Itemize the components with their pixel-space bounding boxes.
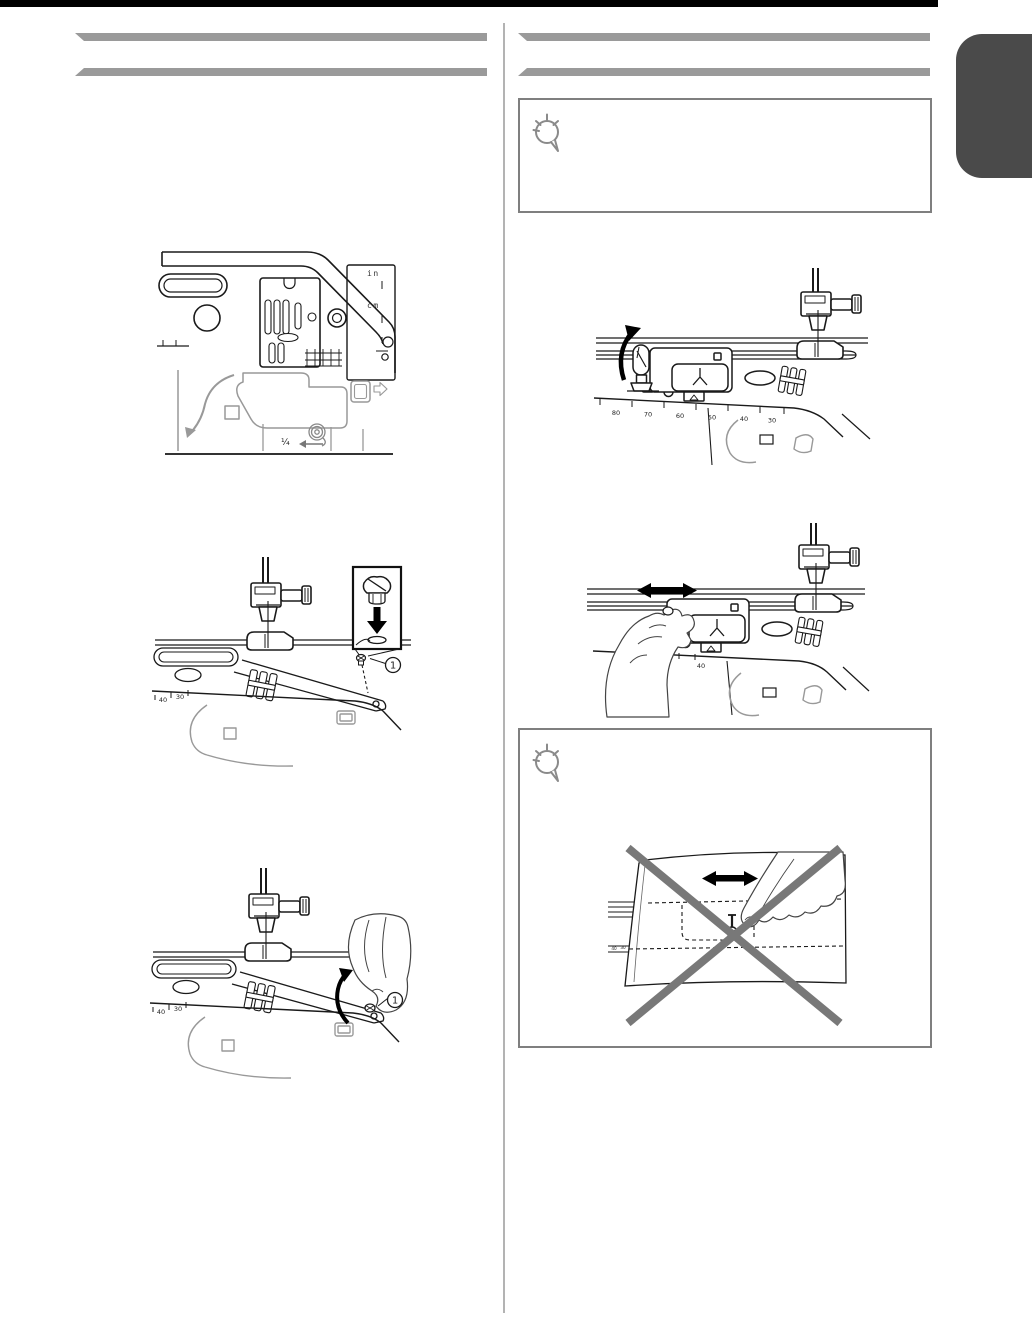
slide-arrow-icon (637, 583, 697, 598)
svg-text:30: 30 (767, 416, 777, 425)
scale-number: 40 (696, 662, 706, 670)
figure-do-not-move-fabric (608, 832, 858, 1037)
right-arrow-icon (374, 383, 387, 396)
feed-dog-slots (265, 300, 301, 363)
svg-text:80: 80 (611, 409, 621, 417)
figure-needle-plate-top-view (155, 245, 400, 460)
figure-attach-screw (147, 553, 417, 768)
seam-guide-grid (305, 349, 342, 366)
figure-slide-guide (575, 523, 875, 718)
svg-text:60: 60 (675, 412, 685, 420)
bed-scale (612, 409, 776, 425)
quarter-inch-label: ¼ (281, 438, 290, 448)
scale-number: 40 (611, 946, 617, 951)
right-heading-bar-top (518, 33, 930, 41)
guide-screw (357, 655, 366, 666)
scale-number: 40 (156, 1008, 166, 1016)
scale-number: 30 (620, 945, 626, 950)
presser-foot (247, 557, 311, 650)
note-box-top (518, 98, 932, 213)
presser-foot (797, 268, 861, 359)
quilting-guide-plate (642, 348, 806, 401)
down-arrow-icon (374, 607, 381, 622)
svg-text:50: 50 (707, 413, 717, 422)
chapter-side-tab (956, 34, 1032, 178)
needle-hole (278, 334, 298, 342)
guide-screw (663, 607, 673, 615)
svg-text:70: 70 (643, 410, 653, 419)
screw-inset-box (353, 567, 401, 649)
figure-flip-lever (580, 268, 880, 468)
svg-text:40: 40 (739, 415, 749, 423)
scale-number: 40 (158, 696, 168, 704)
left-heading-bar-top (75, 33, 487, 41)
hand (606, 609, 695, 717)
guide-screw (365, 1004, 375, 1012)
figure-hand-tighten-screw (145, 860, 415, 1085)
presser-foot (795, 523, 859, 612)
presser-foot (245, 868, 309, 961)
note-box-bottom (518, 728, 932, 1048)
bottom-edge-bar (0, 0, 938, 7)
curved-arrow-icon (193, 375, 234, 430)
right-heading-bar-bottom (518, 68, 930, 76)
column-divider (503, 23, 505, 1313)
svg-text:1: 1 (389, 660, 397, 672)
ruler-label-cm: cm (367, 301, 380, 310)
scale-number: 30 (173, 1005, 183, 1013)
callout-1 (370, 658, 401, 673)
idea-bulb-icon (530, 738, 566, 786)
svg-text:1: 1 (391, 995, 399, 1007)
left-heading-bar-bottom (75, 68, 487, 76)
ruler-plate (347, 265, 395, 380)
scale-number: 30 (175, 693, 185, 701)
ruler-label-in: in (367, 269, 380, 278)
idea-bulb-icon (530, 108, 566, 156)
